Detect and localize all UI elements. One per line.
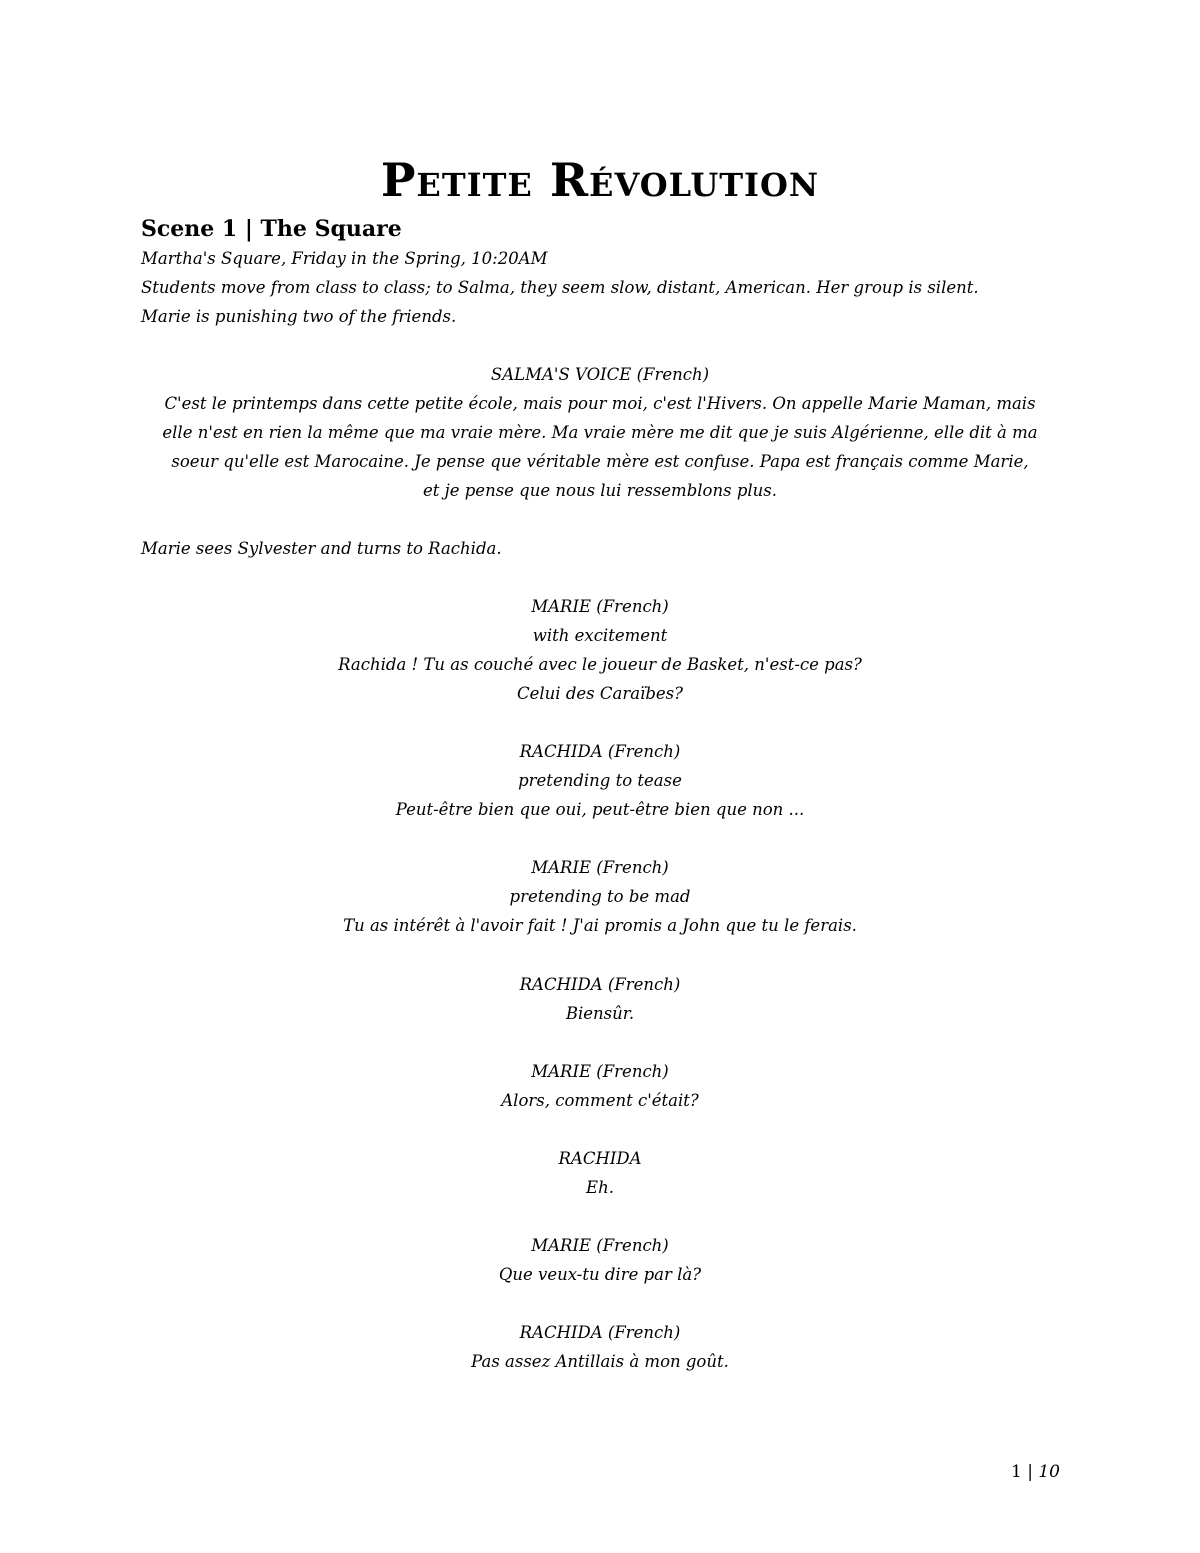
- dialogue-line: Tu as intérêt à l'avoir fait ! J'ai promis a John que tu le ferais.: [343, 916, 857, 935]
- character-name: MARIE (French): [531, 1236, 669, 1255]
- dialogue-line: et je pense que nous lui ressemblons plus.: [422, 481, 777, 500]
- dialogue-line: Rachida ! Tu as couché avec le joueur de Basket, n'est-ce pas?: [338, 655, 862, 674]
- dialogue-line: Pas assez Antillais à mon goût.: [471, 1352, 729, 1371]
- page-number: [980, 1458, 1060, 1486]
- document-title: Petite Révolution: [380, 153, 820, 207]
- dialogue-block: [100, 853, 1100, 940]
- dialogue-block: [100, 970, 1100, 1028]
- dialogue-line: soeur qu'elle est Marocaine. Je pense que véritable mère est confuse. Papa est français comme Marie,: [171, 452, 1029, 471]
- character-name: RACHIDA (French): [519, 742, 681, 761]
- dialogue-line: Peut-être bien que oui, peut-être bien que non ...: [395, 800, 805, 819]
- dialogue-line: Biensûr.: [565, 1004, 635, 1023]
- dialogue-block: [100, 737, 1100, 824]
- dialogue-line: Celui des Caraïbes?: [517, 684, 683, 703]
- character-name: MARIE (French): [531, 858, 669, 877]
- dialogue-block: [100, 1231, 1100, 1289]
- dialogue-line: Eh.: [586, 1178, 614, 1197]
- scene-setting: Martha's Square, Friday in the Spring, 10:20AM: [141, 249, 548, 268]
- dialogue-block: [100, 1057, 1100, 1115]
- dialogue-block: [100, 1144, 1100, 1202]
- scene-description-line: Marie is punishing two of the friends.: [141, 307, 457, 326]
- dialogue-block: [100, 1318, 1100, 1376]
- character-name: RACHIDA: [558, 1149, 642, 1168]
- action-line: [141, 534, 1081, 563]
- dialogue-line: elle n'est en rien la même que ma vraie mère. Ma vraie mère me dit que je suis Algérienne, elle dit à ma: [162, 423, 1038, 442]
- parenthetical: with excitement: [532, 626, 668, 645]
- total-pages: 10: [1038, 1462, 1060, 1482]
- parenthetical: pretending to tease: [518, 771, 682, 790]
- dialogue-line: Que veux-tu dire par là?: [498, 1265, 702, 1284]
- character-name: RACHIDA (French): [519, 975, 681, 994]
- scene-setting-block: [141, 244, 1081, 331]
- current-page: 1: [1010, 1462, 1022, 1482]
- scene-description-line: Students move from class to class; to Salma, they seem slow, distant, American. Her group is silent.: [141, 278, 979, 297]
- page-separator: |: [1021, 1462, 1039, 1482]
- dialogue-line: Alors, comment c'était?: [501, 1091, 699, 1110]
- character-name: MARIE (French): [531, 1062, 669, 1081]
- dialogue-block: [100, 592, 1100, 708]
- character-name: SALMA'S VOICE (French): [490, 365, 710, 384]
- character-name: MARIE (French): [531, 597, 669, 616]
- parenthetical: pretending to be mad: [509, 887, 691, 906]
- character-name: RACHIDA (French): [519, 1323, 681, 1342]
- action-text: Marie sees Sylvester and turns to Rachida.: [141, 539, 502, 558]
- dialogue-line: C'est le printemps dans cette petite école, mais pour moi, c'est l'Hivers. On appelle Marie Maman, mais: [164, 394, 1036, 413]
- scene-heading: Scene 1 | The Square: [141, 216, 402, 242]
- voiceover-block: [100, 360, 1100, 505]
